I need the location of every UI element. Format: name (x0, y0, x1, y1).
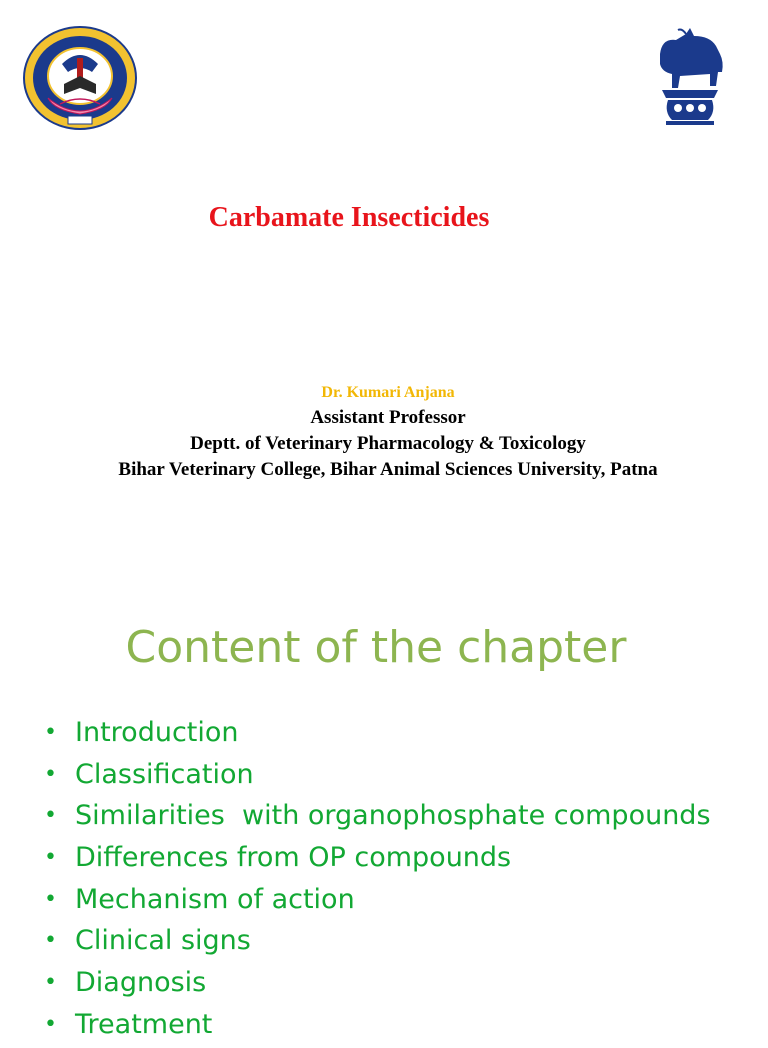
list-item-label: Mechanism of action (75, 883, 355, 915)
contents-heading: Content of the chapter (125, 622, 627, 673)
list-item-label: Differences from OP compounds (75, 842, 512, 874)
list-item-label: Similarities with organophosphate compounds (75, 800, 711, 832)
author-department: Deptt. of Veterinary Pharmacology & Toxicology (190, 433, 586, 454)
list-item (44, 964, 711, 1006)
bullet-icon: • (44, 761, 57, 787)
presentation-title: Carbamate Insecticides (208, 202, 490, 233)
author-institution: Bihar Veterinary College, Bihar Animal Sciences University, Patna (118, 459, 658, 480)
list-item (44, 1006, 711, 1048)
list-item-label: Introduction (75, 717, 239, 748)
list-item (44, 756, 711, 798)
bullet-icon: • (44, 720, 57, 745)
list-item-label: Diagnosis (75, 967, 207, 999)
list-item (44, 714, 711, 756)
contents-list (44, 714, 711, 1048)
bullet-icon: • (44, 928, 57, 954)
list-item (44, 922, 711, 964)
list-item (44, 839, 711, 881)
bullet-icon: • (44, 1011, 57, 1037)
bullet-icon: • (44, 886, 57, 912)
author-designation: Assistant Professor (310, 407, 466, 428)
list-item-label: Clinical signs (75, 925, 251, 957)
list-item (44, 881, 711, 923)
contents-slide (0, 600, 768, 1040)
bullet-icon: • (44, 970, 57, 996)
list-item-label: Treatment (75, 1008, 213, 1040)
bull-emblem-icon (650, 24, 730, 126)
bullet-icon: • (44, 803, 57, 829)
university-seal-icon (22, 24, 138, 130)
list-item-label: Classification (75, 758, 254, 790)
list-item (44, 797, 711, 839)
author-name: Dr. Kumari Anjana (321, 384, 455, 401)
bullet-icon: • (44, 845, 57, 871)
